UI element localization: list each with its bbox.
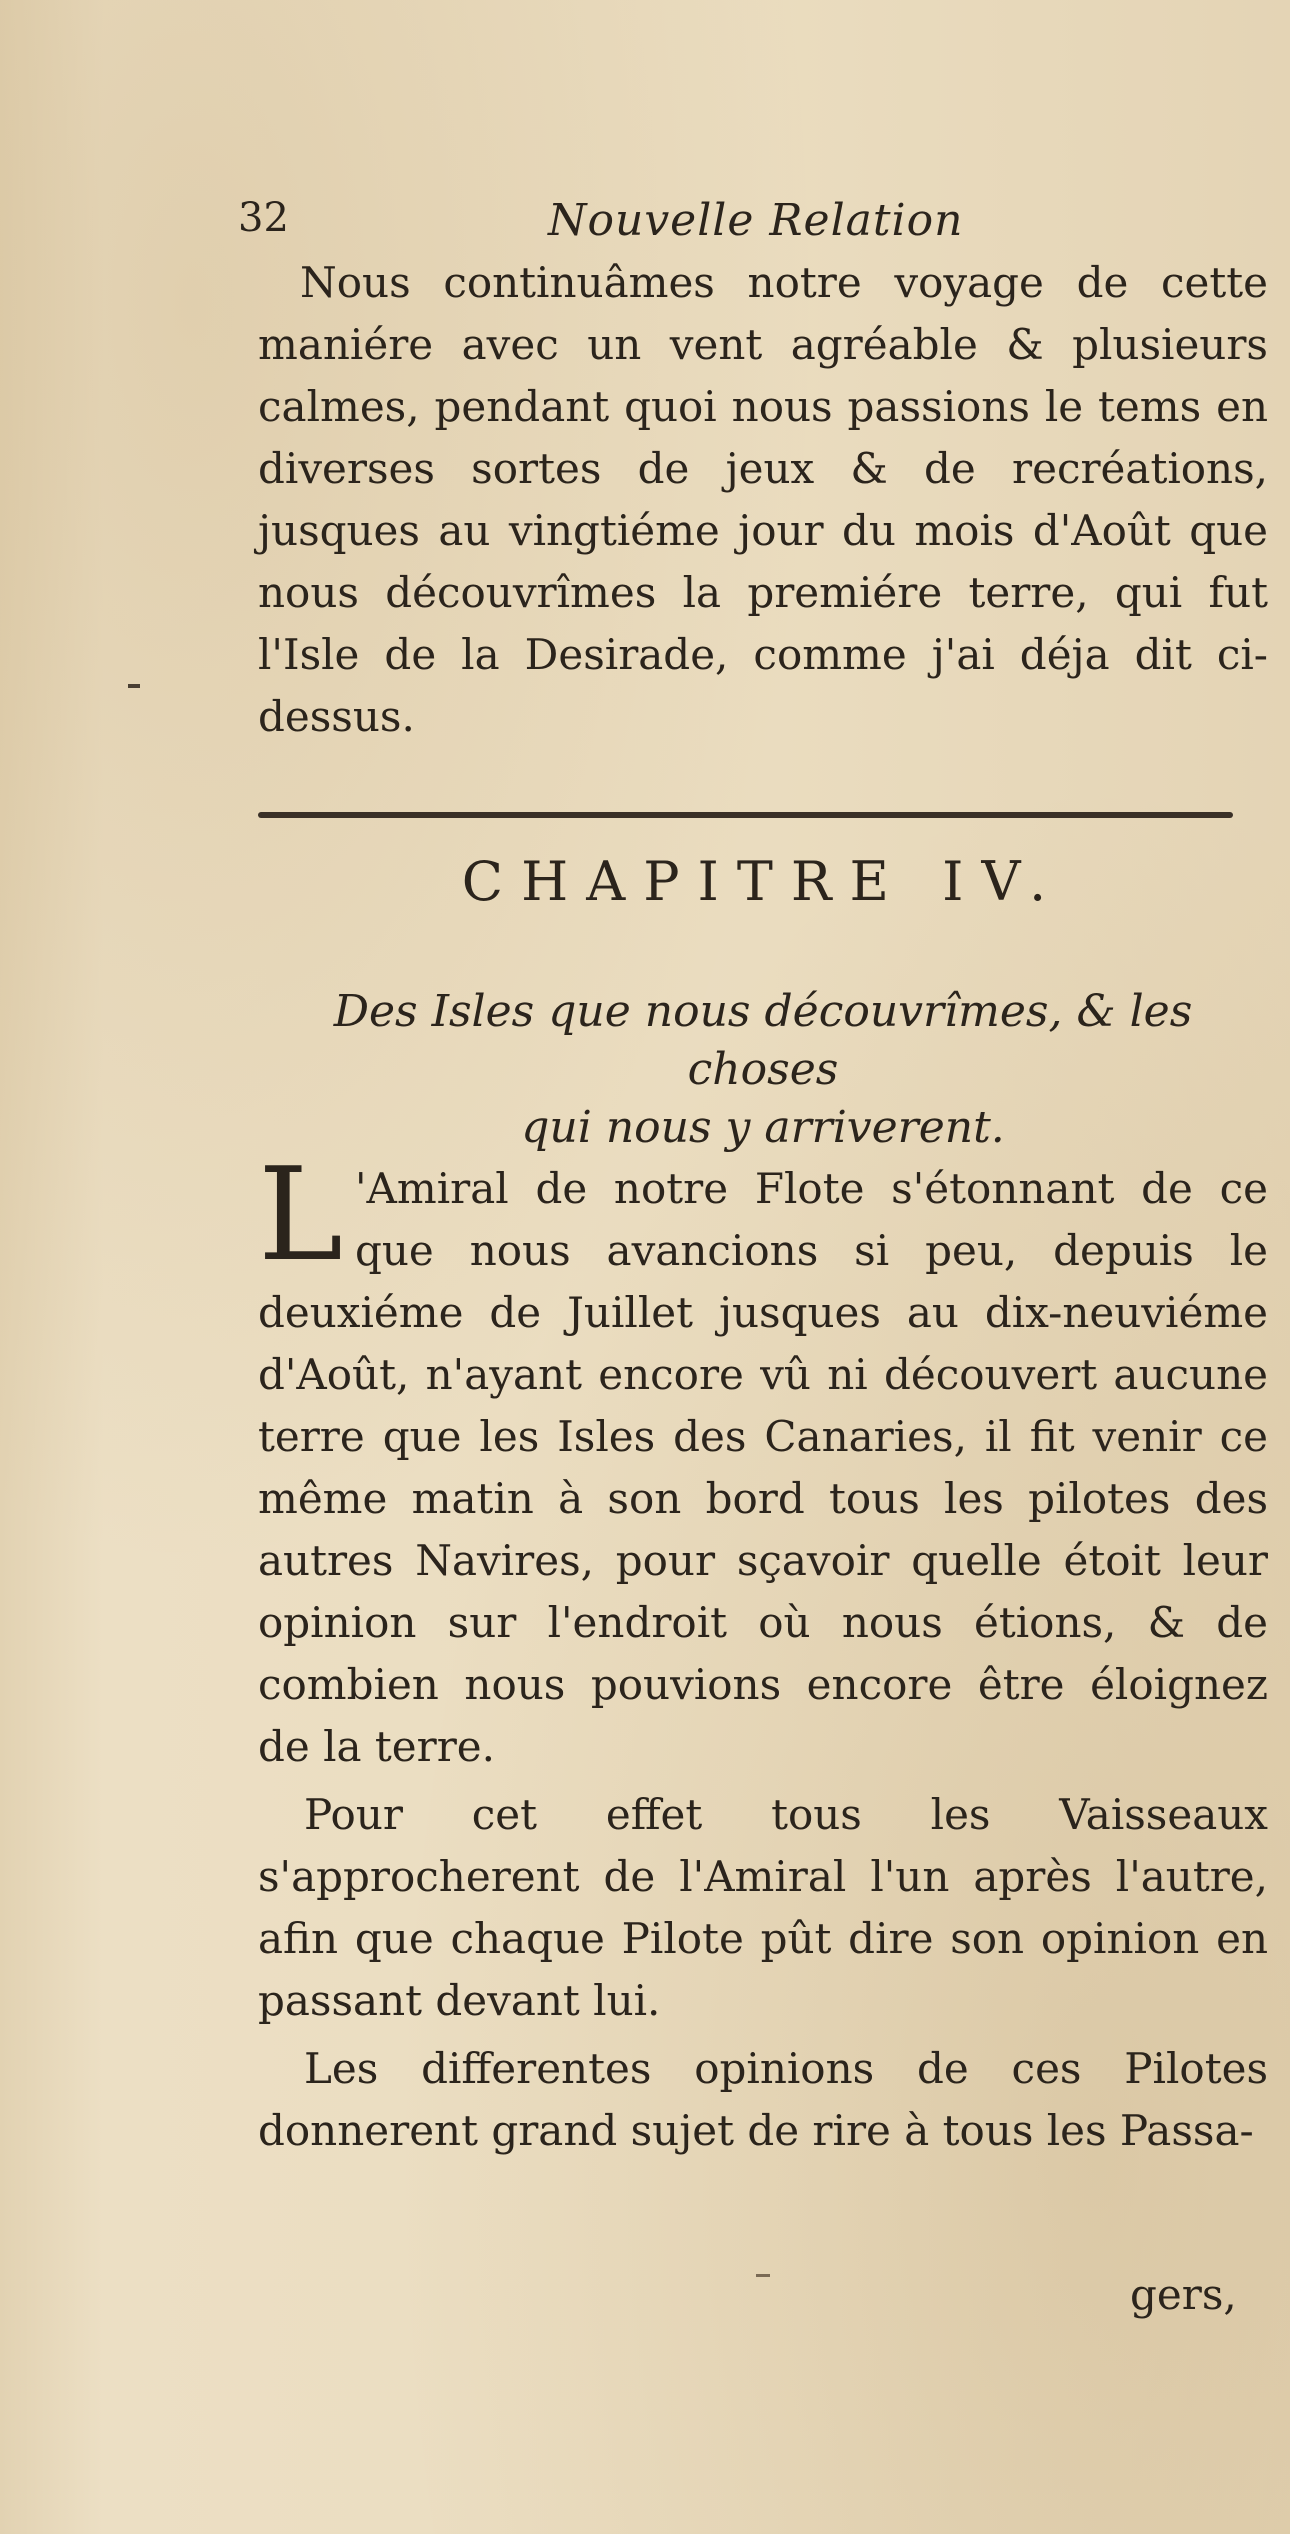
body-paragraph-2: Pour cet effet tous les Vaisseaux s'approcherent de l'Amiral l'un après l'autre, afin que chaque Pilote pût dire son opinion en passant devant lui.: [258, 1790, 1268, 2025]
chapter-subtitle-line-1: Des Isles que nous découvrîmes, & les choses: [333, 986, 1193, 1095]
opening-paragraph: Nous continuâmes notre voyage de cette maniére avec un vent agréable & plusieurs calmes, pendant quoi nous passions le tems en diverses sortes de jeux & de recréations, jusques au vingtiéme jour du mois d'Août que nous découvrîmes la premiére terre, qui fut l'Isle de la Desirade, comme j'ai déja dit ci-dessus.: [258, 258, 1268, 741]
chapter-divider-rule: [258, 812, 1233, 818]
catchword: gers,: [1130, 2270, 1237, 2319]
chapter-subtitle: [258, 983, 1268, 1157]
opening-paragraph-block: [258, 252, 1268, 748]
footer-dash: [756, 2274, 770, 2277]
page-number: 32: [238, 195, 289, 241]
chapter-body: [258, 1141, 1268, 2168]
body-paragraph-1: [258, 1141, 1268, 1778]
body-paragraph-3: Les differentes opinions de ces Pilotes donnerent grand sujet de rire à tous les Passa-: [258, 2044, 1268, 2155]
chapter-subtitle-line-2: qui nous y arriverent.: [521, 1102, 1005, 1153]
page-header: [238, 195, 1038, 255]
running-head: Nouvelle Relation: [548, 195, 964, 246]
chapter-title: CHAPITRE IV.: [461, 850, 1065, 913]
body-paragraph-1-text: 'Amiral de notre Flote s'étonnant de ce que nous avancions si peu, depuis le deuxiéme de Juillet jusques au dix-neuviéme d'Août, n'ayant encore vû ni découvert aucune terre que les Isles des Canaries, il fit venir ce même matin à son bord tous les pilotes des autres Navires, pour sçavoir quelle étoit leur opinion sur l'endroit où nous étions, & de combien nous pouvions encore être éloignez de la terre.: [258, 1164, 1268, 1771]
drop-cap: L: [258, 1141, 343, 1290]
margin-mark: [128, 684, 140, 688]
